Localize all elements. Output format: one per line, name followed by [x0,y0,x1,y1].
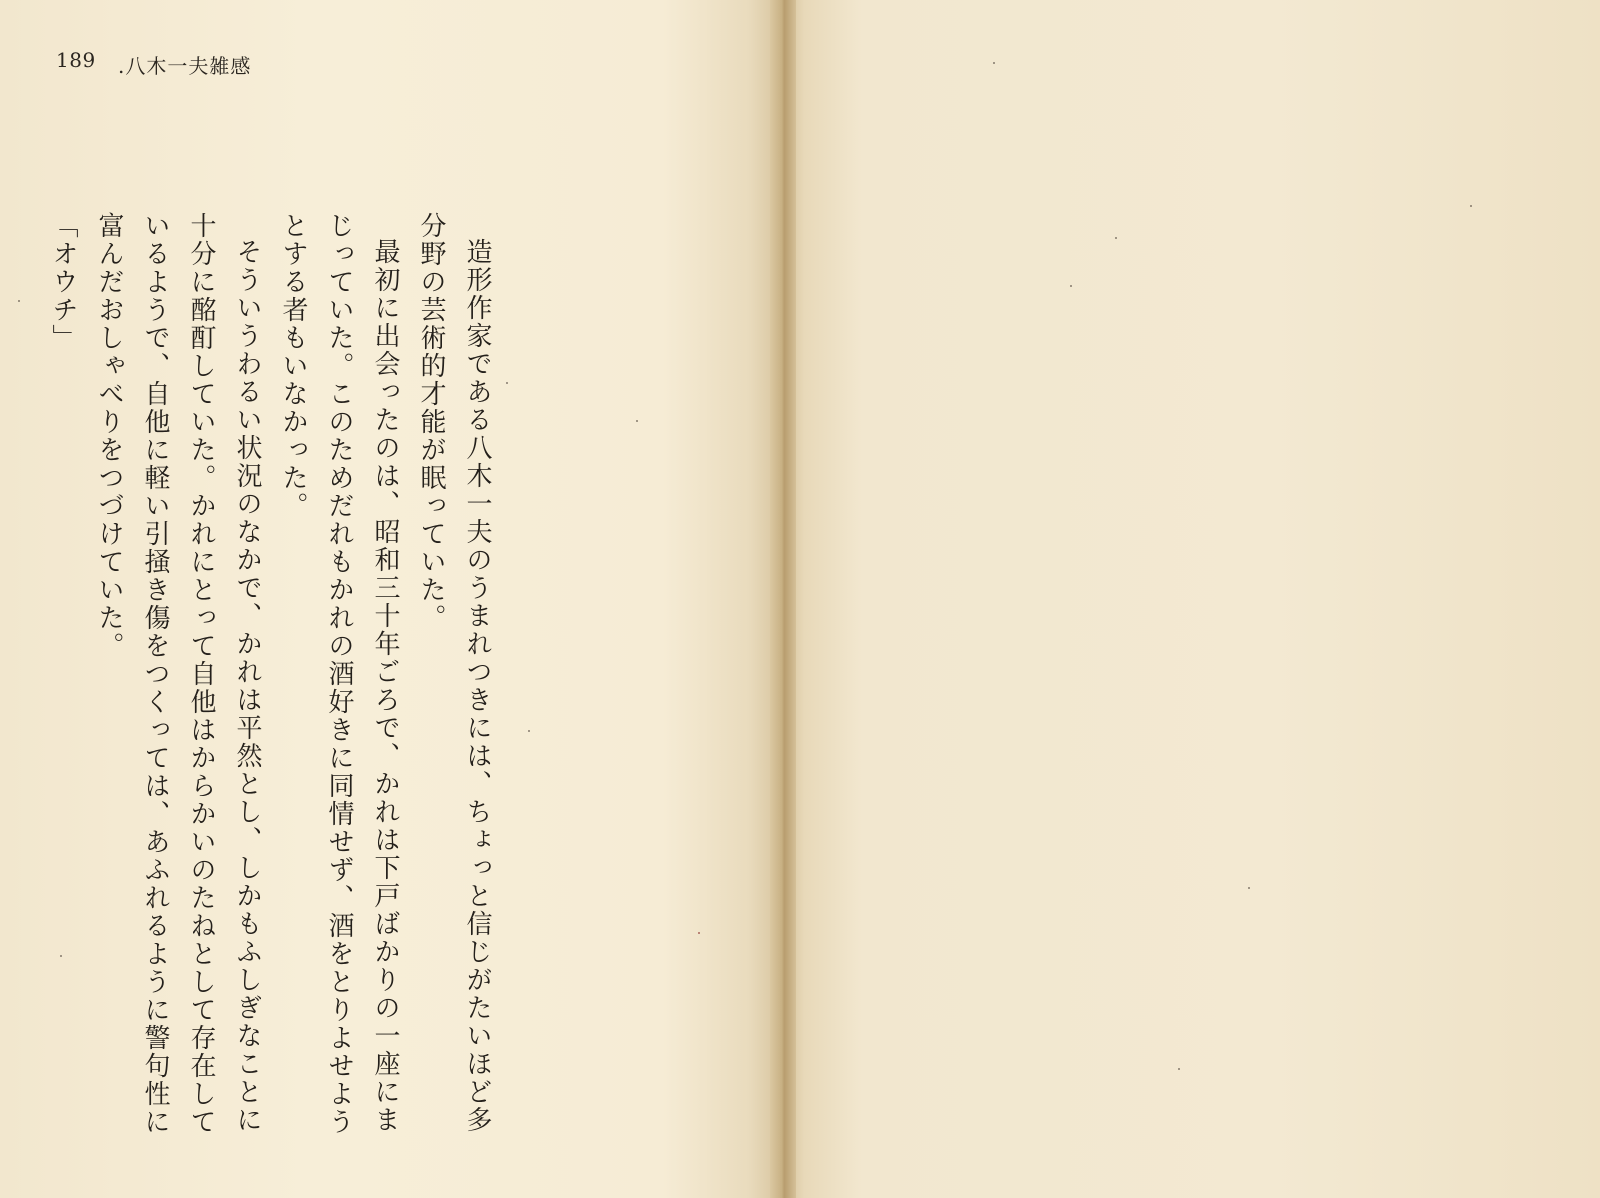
paper-speck [1070,285,1072,287]
paper-speck [993,62,995,64]
paper-speck [636,420,638,422]
paragraph-4: 「オウチ」 [48,212,78,352]
book-gutter [770,0,796,1198]
body-text [40,212,500,1152]
paper-speck [1470,205,1472,207]
paragraph-1: 造形作家である八木一夫のうまれつきには、ちょっと信じがたいほど多分野の芸術的才能が眠っていた。 [416,212,492,1134]
paper-speck [1178,1068,1180,1070]
paragraph-2: 最初に出会ったのは、昭和三十年ごろで、かれは下戸ばかりの一座にまじっていた。このためだれもかれの酒好きに同情せず、酒をとりよせようとする者もいなかった。 [278,212,400,1136]
page-number: 189 [56,48,96,72]
left-page [0,0,780,1198]
paper-speck [528,730,530,732]
paper-speck [1115,237,1117,239]
paper-speck [506,382,508,384]
paper-speck [60,955,62,957]
running-title: .八木一夫雑感 [118,54,252,78]
paragraph-3: そういうわるい状況のなかで、かれは平然とし、しかもふしぎなことに十分に酩酊していた。かれにとって自他はからかいのたねとして存在しているようで、自他に軽い引掻き傷をつくっては、あふれるように警句性に富んだおしゃべりをつづけていた。 [94,212,262,1136]
paper-speck [18,300,20,302]
paper-speck [1248,887,1250,889]
right-page [780,0,1600,1198]
paper-speck [698,932,700,934]
